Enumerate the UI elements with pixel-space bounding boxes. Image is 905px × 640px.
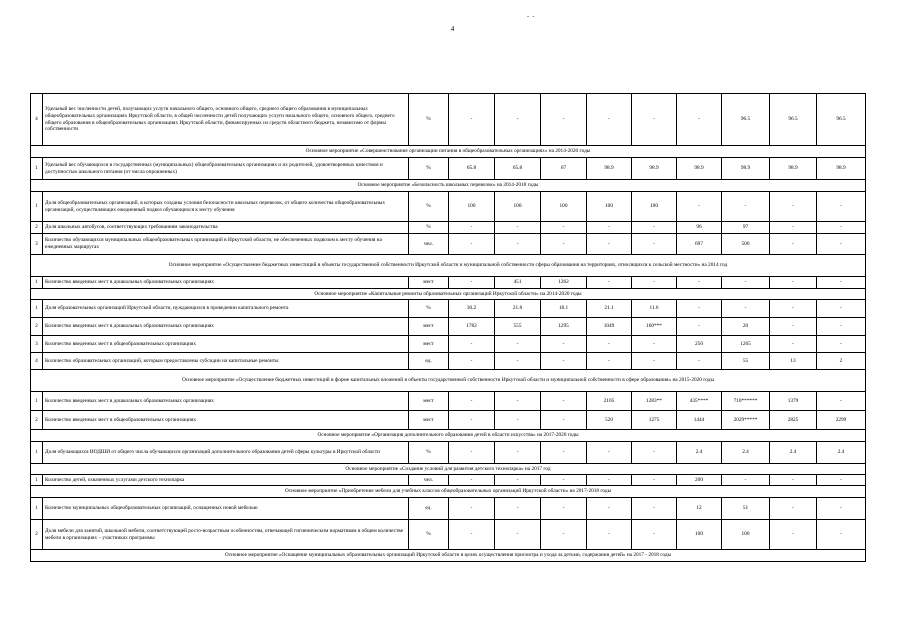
row-number: 2 bbox=[31, 520, 43, 550]
value-cell: - bbox=[770, 222, 817, 234]
value-cell: - bbox=[587, 222, 632, 234]
value-cell: - bbox=[587, 520, 632, 550]
value-cell: 98.9 bbox=[817, 158, 866, 180]
value-cell: - bbox=[495, 475, 541, 486]
value-cell: - bbox=[817, 234, 866, 255]
value-cell: - bbox=[449, 336, 495, 353]
value-cell: - bbox=[770, 234, 817, 255]
table-row bbox=[31, 222, 866, 234]
section-title: Основное мероприятие «Создание условий для развития детского технопарка» на 2017 год bbox=[31, 464, 866, 475]
unit-cell: ед. bbox=[409, 353, 449, 370]
value-cell: - bbox=[541, 336, 587, 353]
value-cell: - bbox=[541, 222, 587, 234]
section-title: Основное мероприятие «Оснащение муниципальных образовательных организаций Иркутской области в целях осуществления присмотра и ухода за детьми, содержания детей» на 2017 - 2018 годы bbox=[31, 550, 866, 562]
value-cell: - bbox=[677, 94, 722, 146]
indicator-name: Количество введенных мест в дошкольных образовательных организациях bbox=[43, 277, 409, 289]
value-cell: - bbox=[495, 353, 541, 370]
value-cell: 100 bbox=[632, 192, 677, 222]
value-cell: 100 bbox=[495, 192, 541, 222]
value-cell: 2.4 bbox=[722, 442, 770, 464]
table-row bbox=[31, 300, 866, 318]
value-cell: - bbox=[495, 392, 541, 411]
value-cell: 20 bbox=[722, 318, 770, 336]
value-cell: - bbox=[495, 222, 541, 234]
value-cell: 100 bbox=[722, 520, 770, 550]
section-title: Основное мероприятие «Организация дополнительного образования детей в области искусства» на 2017-2020 годы bbox=[31, 430, 866, 442]
value-cell: - bbox=[449, 94, 495, 146]
value-cell: 13 bbox=[770, 353, 817, 370]
value-cell: - bbox=[449, 442, 495, 464]
value-cell: - bbox=[541, 498, 587, 520]
indicator-name: Доля школьных автобусов, соответствующих требованиям законодательства bbox=[43, 222, 409, 234]
indicator-name: Количество детей, охваченных услугами детского технопарка bbox=[43, 475, 409, 486]
value-cell: 1275 bbox=[632, 411, 677, 430]
value-cell: 1295 bbox=[541, 318, 587, 336]
value-cell: - bbox=[449, 520, 495, 550]
value-cell: 1262 bbox=[541, 277, 587, 289]
value-cell: 65.8 bbox=[449, 158, 495, 180]
value-cell: - bbox=[541, 475, 587, 486]
value-cell: - bbox=[587, 442, 632, 464]
value-cell: - bbox=[817, 498, 866, 520]
value-cell: - bbox=[722, 475, 770, 486]
indicator-name: Количество муниципальных общеобразовательных организаций, оснащенных новой мебелью bbox=[43, 498, 409, 520]
value-cell: 500 bbox=[722, 234, 770, 255]
value-cell: - bbox=[495, 336, 541, 353]
value-cell: - bbox=[632, 234, 677, 255]
indicator-name: Удельный вес обучающихся в государственных (муниципальных) общеобразовательных организациях и их родителей, удовлетворенных качеством и доступностью школьного питания (от числа опрошенных) bbox=[43, 158, 409, 180]
table-row bbox=[31, 94, 866, 146]
indicator-name: Доля мебели для занятий, школьной мебели, соответствующей росто-возрастным особенностям, отвечающей гигиеническим нормативам в общем количестве мебели в организациях – участниках программы bbox=[43, 520, 409, 550]
value-cell: - bbox=[632, 520, 677, 550]
value-cell: - bbox=[817, 475, 866, 486]
section-row bbox=[31, 486, 866, 498]
value-cell: 710****** bbox=[722, 392, 770, 411]
value-cell: 1265 bbox=[722, 336, 770, 353]
table-row bbox=[31, 353, 866, 370]
value-cell: - bbox=[632, 336, 677, 353]
value-cell: - bbox=[449, 353, 495, 370]
value-cell: 98.9 bbox=[677, 158, 722, 180]
section-row bbox=[31, 370, 866, 392]
value-cell: - bbox=[541, 353, 587, 370]
unit-cell: чел. bbox=[409, 234, 449, 255]
row-number: 1 bbox=[31, 277, 43, 289]
indicator-name: Количество обучающихся муниципальных общеобразовательных организаций в Иркутской области, не обеспеченных подвозом к месту обучения на ежедневных маршрутах bbox=[43, 234, 409, 255]
section-row bbox=[31, 146, 866, 158]
table-row bbox=[31, 277, 866, 289]
section-row bbox=[31, 180, 866, 192]
value-cell: 2 bbox=[817, 353, 866, 370]
unit-cell: % bbox=[409, 520, 449, 550]
value-cell: - bbox=[632, 277, 677, 289]
value-cell: - bbox=[632, 94, 677, 146]
section-row bbox=[31, 550, 866, 562]
value-cell: 98.9 bbox=[587, 158, 632, 180]
value-cell: 98.9 bbox=[722, 158, 770, 180]
row-number: 1 bbox=[31, 442, 43, 464]
value-cell: - bbox=[817, 277, 866, 289]
value-cell: 2.4 bbox=[817, 442, 866, 464]
value-cell: 555 bbox=[495, 318, 541, 336]
row-number: 4 bbox=[31, 94, 43, 146]
value-cell: - bbox=[770, 520, 817, 550]
indicator-name: Доля общеобразовательных организаций, в которых созданы условия безопасности школьных перевозок, от общего количества общеобразовательных организаций, осуществляющих ежедневный подвоз обучающихся к месту обучения bbox=[43, 192, 409, 222]
table-row bbox=[31, 192, 866, 222]
value-cell: 2029***** bbox=[722, 411, 770, 430]
value-cell: - bbox=[677, 277, 722, 289]
table-row bbox=[31, 158, 866, 180]
value-cell: 98.9 bbox=[770, 158, 817, 180]
value-cell: 67 bbox=[541, 158, 587, 180]
row-number: 1 bbox=[31, 392, 43, 411]
value-cell: 65.8 bbox=[495, 158, 541, 180]
value-cell: 250 bbox=[677, 336, 722, 353]
value-cell: - bbox=[677, 353, 722, 370]
value-cell: - bbox=[587, 234, 632, 255]
value-cell: - bbox=[541, 234, 587, 255]
table-row bbox=[31, 498, 866, 520]
value-cell: - bbox=[449, 222, 495, 234]
value-cell: - bbox=[770, 192, 817, 222]
unit-cell: мест bbox=[409, 411, 449, 430]
unit-cell: мест bbox=[409, 336, 449, 353]
value-cell: - bbox=[817, 222, 866, 234]
value-cell: - bbox=[449, 411, 495, 430]
value-cell: 100 bbox=[449, 192, 495, 222]
value-cell: - bbox=[587, 475, 632, 486]
value-cell: - bbox=[770, 475, 817, 486]
value-cell: 96 bbox=[677, 222, 722, 234]
value-cell: - bbox=[770, 336, 817, 353]
value-cell: 200 bbox=[677, 475, 722, 486]
unit-cell: % bbox=[409, 192, 449, 222]
value-cell: - bbox=[632, 498, 677, 520]
section-row bbox=[31, 289, 866, 300]
value-cell: - bbox=[770, 498, 817, 520]
table-body bbox=[31, 94, 866, 562]
unit-cell: мест bbox=[409, 392, 449, 411]
row-number: 1 bbox=[31, 192, 43, 222]
value-cell: - bbox=[817, 318, 866, 336]
value-cell: - bbox=[817, 336, 866, 353]
unit-cell: % bbox=[409, 300, 449, 318]
value-cell: - bbox=[587, 353, 632, 370]
table-row bbox=[31, 392, 866, 411]
unit-cell: мест bbox=[409, 318, 449, 336]
value-cell: - bbox=[722, 192, 770, 222]
value-cell: 1049 bbox=[587, 318, 632, 336]
section-row bbox=[31, 430, 866, 442]
value-cell: 98.9 bbox=[632, 158, 677, 180]
row-number: 2 bbox=[31, 222, 43, 234]
indicator-name: Количество введенных мест в общеобразовательных организациях bbox=[43, 411, 409, 430]
value-cell: 1444 bbox=[677, 411, 722, 430]
table-row bbox=[31, 520, 866, 550]
value-cell: - bbox=[632, 353, 677, 370]
value-cell: - bbox=[632, 475, 677, 486]
value-cell: 1782 bbox=[449, 318, 495, 336]
value-cell: 2299 bbox=[817, 411, 866, 430]
table-row bbox=[31, 336, 866, 353]
top-mark: - - bbox=[527, 14, 536, 20]
section-title: Основное мероприятие «Приобретение мебели для учебных классов общеобразовательных организаций Иркутской области» на 2017-2018 годы bbox=[31, 486, 866, 498]
value-cell: 96.5 bbox=[722, 94, 770, 146]
page-number: 4 bbox=[450, 25, 455, 33]
section-title: Основное мероприятие «Осуществление бюджетных инвестиций в форме капитальных вложений в объекты государственной собственности Иркутской области и муниципальной собственности в сфере образования» на 2015-2020 годы bbox=[31, 370, 866, 392]
value-cell: - bbox=[541, 94, 587, 146]
value-cell: 100 bbox=[677, 520, 722, 550]
value-cell: - bbox=[495, 234, 541, 255]
unit-cell: % bbox=[409, 222, 449, 234]
value-cell: - bbox=[495, 94, 541, 146]
value-cell: - bbox=[722, 277, 770, 289]
value-cell: 2825 bbox=[770, 411, 817, 430]
value-cell: - bbox=[770, 300, 817, 318]
value-cell: - bbox=[632, 442, 677, 464]
indicator-name: Количество введенных мест в дошкольных образовательных организациях bbox=[43, 318, 409, 336]
value-cell: - bbox=[495, 411, 541, 430]
row-number: 3 bbox=[31, 234, 43, 255]
value-cell: 55 bbox=[722, 353, 770, 370]
value-cell: - bbox=[449, 392, 495, 411]
table-row bbox=[31, 234, 866, 255]
value-cell: 97 bbox=[722, 222, 770, 234]
value-cell: - bbox=[449, 475, 495, 486]
value-cell: - bbox=[587, 336, 632, 353]
value-cell: 160*** bbox=[632, 318, 677, 336]
section-title: Основное мероприятие «Совершенствование организации питания в общеобразовательных организациях» на 2014-2020 годы bbox=[31, 146, 866, 158]
row-number: 2 bbox=[31, 411, 43, 430]
value-cell: - bbox=[495, 520, 541, 550]
value-cell: 11.6 bbox=[632, 300, 677, 318]
value-cell: - bbox=[677, 192, 722, 222]
row-number: 4 bbox=[31, 353, 43, 370]
value-cell: 520 bbox=[587, 411, 632, 430]
value-cell: 2105 bbox=[587, 392, 632, 411]
value-cell: - bbox=[632, 222, 677, 234]
value-cell: - bbox=[495, 442, 541, 464]
value-cell: 451 bbox=[495, 277, 541, 289]
value-cell: - bbox=[449, 234, 495, 255]
value-cell: - bbox=[770, 277, 817, 289]
unit-cell: % bbox=[409, 158, 449, 180]
value-cell: - bbox=[449, 277, 495, 289]
indicators-table bbox=[30, 93, 866, 562]
section-title: Основное мероприятие «Капитальные ремонты образовательных организаций Иркутской области» на 2014-2020 годы bbox=[31, 289, 866, 300]
value-cell: - bbox=[495, 498, 541, 520]
value-cell: - bbox=[677, 318, 722, 336]
table-row bbox=[31, 442, 866, 464]
value-cell: 12 bbox=[677, 498, 722, 520]
indicator-name: Доля обучающихся ИОДШИ от общего числа обучающихся организаций дополнительного образования детей сферы культуры в Иркутской области bbox=[43, 442, 409, 464]
value-cell: 435**** bbox=[677, 392, 722, 411]
value-cell: 2.4 bbox=[677, 442, 722, 464]
value-cell: 30.2 bbox=[449, 300, 495, 318]
value-cell: - bbox=[587, 277, 632, 289]
value-cell: 18.1 bbox=[541, 300, 587, 318]
value-cell: 697 bbox=[677, 234, 722, 255]
indicator-name: Количество введенных мест в общеобразовательных организациях bbox=[43, 336, 409, 353]
row-number: 3 bbox=[31, 336, 43, 353]
value-cell: 21.8 bbox=[495, 300, 541, 318]
unit-cell: % bbox=[409, 94, 449, 146]
indicator-name: Количество введенных мест в дошкольных образовательных организациях bbox=[43, 392, 409, 411]
value-cell: - bbox=[587, 94, 632, 146]
row-number: 1 bbox=[31, 498, 43, 520]
value-cell: - bbox=[817, 520, 866, 550]
value-cell: 1283** bbox=[632, 392, 677, 411]
value-cell: - bbox=[541, 520, 587, 550]
value-cell: - bbox=[541, 442, 587, 464]
value-cell: - bbox=[770, 318, 817, 336]
indicator-name: Удельный вес численности детей, получающих услуги начального общего, основного общего, среднего общего образования в муниципальных общеобразовательных организациях Иркутской области, в общей численности детей получающих услуги начального общего, основного общего, среднего общего образования в общеобразовательных организациях Иркутской области, финансируемых из средств областного бюджета, независимо от формы собственности bbox=[43, 94, 409, 146]
section-title: Основное мероприятие «Безопасность школьных перевозок» на 2014-2018 годы bbox=[31, 180, 866, 192]
value-cell: - bbox=[587, 498, 632, 520]
value-cell: 1379 bbox=[770, 392, 817, 411]
section-row bbox=[31, 255, 866, 277]
value-cell: - bbox=[817, 300, 866, 318]
value-cell: - bbox=[817, 392, 866, 411]
value-cell: - bbox=[817, 192, 866, 222]
value-cell: - bbox=[677, 300, 722, 318]
table-row bbox=[31, 475, 866, 486]
value-cell: 100 bbox=[541, 192, 587, 222]
row-number: 1 bbox=[31, 300, 43, 318]
indicator-name: Количество образовательных организаций, которым предоставлены субсидии на капитальные ремонты bbox=[43, 353, 409, 370]
row-number: 1 bbox=[31, 475, 43, 486]
value-cell: 51 bbox=[722, 498, 770, 520]
value-cell: 96.5 bbox=[770, 94, 817, 146]
value-cell: - bbox=[722, 300, 770, 318]
unit-cell: чел. bbox=[409, 475, 449, 486]
value-cell: 2.4 bbox=[770, 442, 817, 464]
unit-cell: ед. bbox=[409, 498, 449, 520]
table-row bbox=[31, 411, 866, 430]
value-cell: 96.5 bbox=[817, 94, 866, 146]
unit-cell: мест bbox=[409, 277, 449, 289]
value-cell: - bbox=[541, 392, 587, 411]
row-number: 2 bbox=[31, 318, 43, 336]
section-row bbox=[31, 464, 866, 475]
section-title: Основное мероприятие «Осуществление бюджетных инвестиций в объекты государственной собственности Иркутской области и муниципальной собственности сферы образования на территориях, относящихся к сельской местности» на 2014 год bbox=[31, 255, 866, 277]
indicator-name: Доля образовательных организаций Иркутской области, нуждающихся в проведении капитального ремонта bbox=[43, 300, 409, 318]
table-row bbox=[31, 318, 866, 336]
unit-cell: % bbox=[409, 442, 449, 464]
value-cell: 100 bbox=[587, 192, 632, 222]
value-cell: - bbox=[449, 498, 495, 520]
value-cell: - bbox=[541, 411, 587, 430]
value-cell: 21.1 bbox=[587, 300, 632, 318]
row-number: 1 bbox=[31, 158, 43, 180]
